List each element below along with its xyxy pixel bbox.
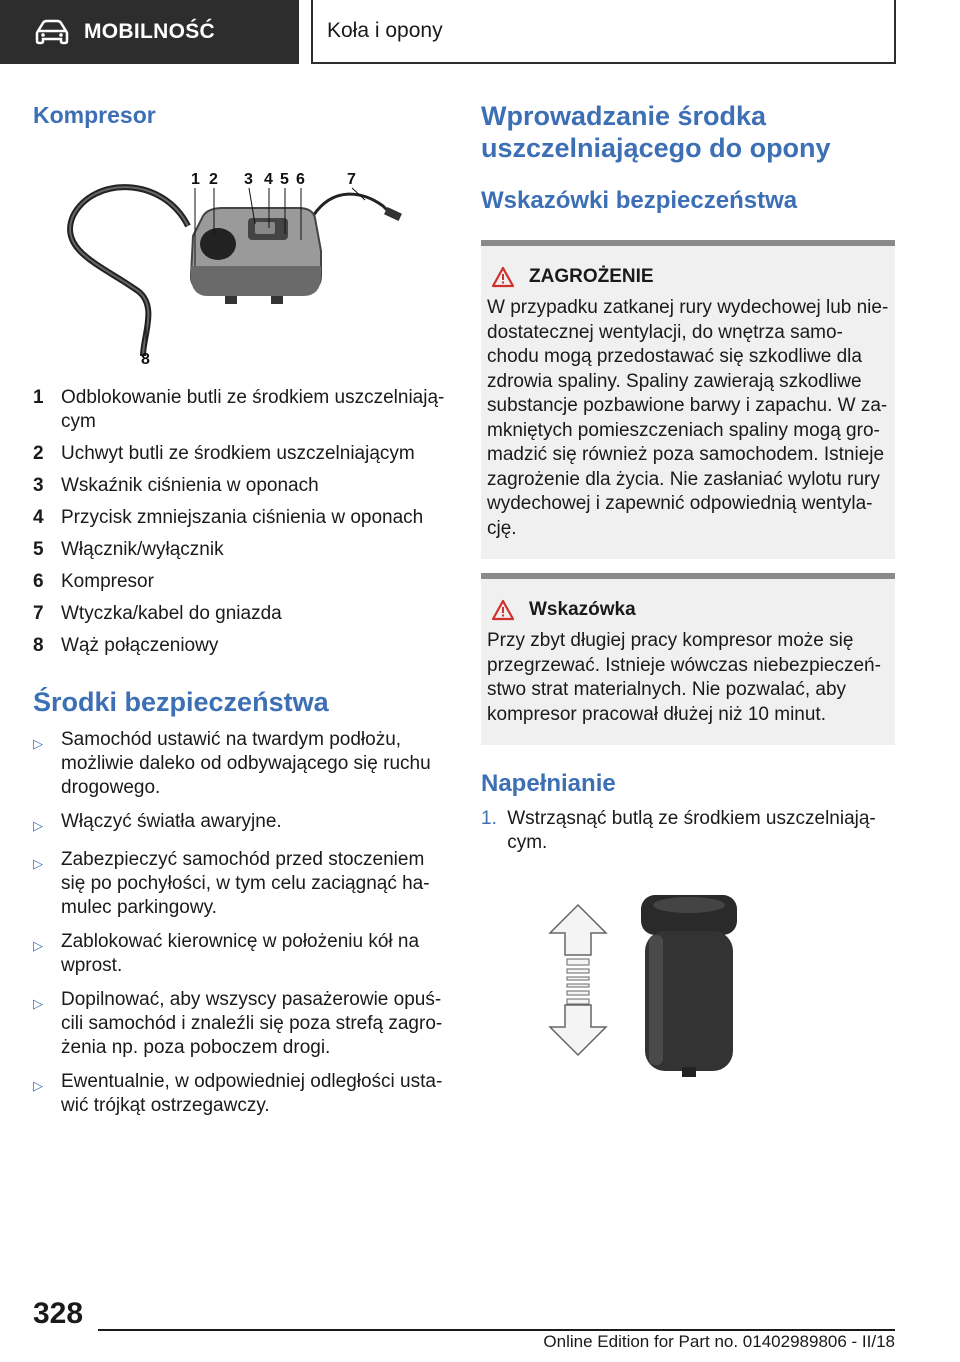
compressor-heading: Kompresor: [33, 102, 156, 128]
callout-5: 5: [280, 171, 289, 188]
page-number: 328: [33, 1297, 84, 1330]
legend-item: 6 Kompresor: [33, 571, 154, 592]
left-column: [33, 100, 447, 1128]
notice-text: Przy zbyt długiej pracy kompresor może się przegrzewać. Istnieje wówczas niebezpieczeń‐ stwo strat materialnych. Nie pozwalać, aby kompresor pracował dłużej niż 10 minut.: [487, 630, 881, 725]
safety-notes-heading: Wskazówki bezpieczeństwa: [481, 187, 798, 214]
callout-6: 6: [296, 171, 305, 188]
list-item: ▷ Zabezpieczyć samochód przed stoczeniem się po pochyłości, w tym celu zaciągnąć ha‐ mulec parkingowy.: [33, 849, 430, 918]
list-item: ▷ Włączyć światła awaryjne.: [33, 810, 447, 838]
shake-bottle-figure: [481, 895, 895, 1095]
triangle-bullet-icon: ▷: [33, 938, 43, 953]
legend-item: 8 Wąż połączeniowy: [33, 635, 219, 656]
chapter-title: Koła i opony: [327, 19, 443, 42]
car-icon: [34, 19, 70, 45]
list-item: ▷ Samochód ustawić na twardym podłożu, możliwie daleko od odbywającego się ruchu drogowego.: [33, 729, 431, 798]
triangle-bullet-icon: ▷: [33, 996, 43, 1011]
warning-triangle-icon: [491, 266, 515, 288]
legend-item: 2 Uchwyt butli ze środkiem uszczelniającym: [33, 443, 415, 464]
triangle-bullet-icon: ▷: [33, 736, 43, 751]
notice-title: Wskazówka: [529, 599, 636, 620]
legend-item: 4 Przycisk zmniejszania ciśnienia w oponach: [33, 507, 424, 528]
triangle-bullet-icon: ▷: [33, 856, 43, 871]
triangle-bullet-icon: ▷: [33, 818, 43, 833]
step-item: 1. Wstrząsnąć butlą ze środkiem uszczelniają‐ cym.: [481, 808, 876, 853]
filling-heading: Napełnianie: [481, 770, 616, 797]
list-item: ▷ Dopilnować, aby wszyscy pasażerowie opuś‐ cili samochód i znaleźli się poza strefą zagro‐ żenia np. poza poboczem drogi.: [33, 989, 443, 1058]
callout-4: 4: [264, 171, 273, 188]
chapter-tab: [311, 0, 896, 64]
callout-8: 8: [141, 351, 150, 366]
legend-item: 5 Włącznik/wyłącznik: [33, 539, 224, 560]
compressor-figure: [33, 156, 447, 366]
danger-text: W przypadku zatkanej rury wydechowej lub nie‐ dostatecznej wentylacji, do wnętrza samo‐ chodu mogą przedostawać się szkodliwe dla zdrowia spaliny. Spaliny zawierają szkodliwe substancje pozbawione barwy i zapachu. W za‐ mkniętych pomieszczeniach spaliny mogą gro‐ madzić się również poza samochodem. Istnieje zagrożenie dla życia. Nie zasłaniać wylotu rury wydechowej i zapewnić odpowiednią wentyla‐ cję.: [487, 297, 889, 539]
compressor-illustration: [33, 156, 447, 366]
legend-item: 1 Odblokowanie butli ze środkiem uszczelniają‐ cym: [33, 387, 445, 432]
safety-list: [33, 728, 447, 1118]
footer-divider: [98, 1329, 895, 1331]
list-item: ▷ Zablokować kierownicę w położeniu kół na wprost.: [33, 931, 420, 976]
danger-box: [481, 240, 895, 559]
callout-3: 3: [244, 171, 253, 188]
triangle-bullet-icon: ▷: [33, 1078, 43, 1093]
right-column: [481, 100, 895, 1095]
warning-triangle-icon: [491, 599, 515, 621]
list-item: ▷ Ewentualnie, w odpowiedniej odległości usta‐ wić trójkąt ostrzegawczy.: [33, 1071, 443, 1116]
notice-box: [481, 573, 895, 745]
safety-heading: Środki bezpieczeństwa: [33, 687, 329, 717]
legend-item: 7 Wtyczka/kabel do gniazda: [33, 603, 282, 624]
sealant-heading: Wprowadzanie środka uszczelniającego do opony: [481, 101, 831, 163]
compressor-legend: [33, 386, 447, 658]
danger-title: ZAGROŻENIE: [529, 266, 654, 287]
filling-steps: [481, 807, 895, 855]
callout-2: 2: [209, 171, 218, 188]
callout-1: 1: [191, 171, 200, 188]
callout-7: 7: [347, 171, 356, 188]
section-tab: [0, 0, 299, 64]
shake-bottle-illustration: [481, 895, 895, 1095]
legend-item: 3 Wskaźnik ciśnienia w oponach: [33, 475, 319, 496]
footer-edition: Online Edition for Part no. 01402989806 - II/18: [543, 1332, 895, 1351]
section-title: MOBILNOŚĆ: [84, 20, 216, 43]
